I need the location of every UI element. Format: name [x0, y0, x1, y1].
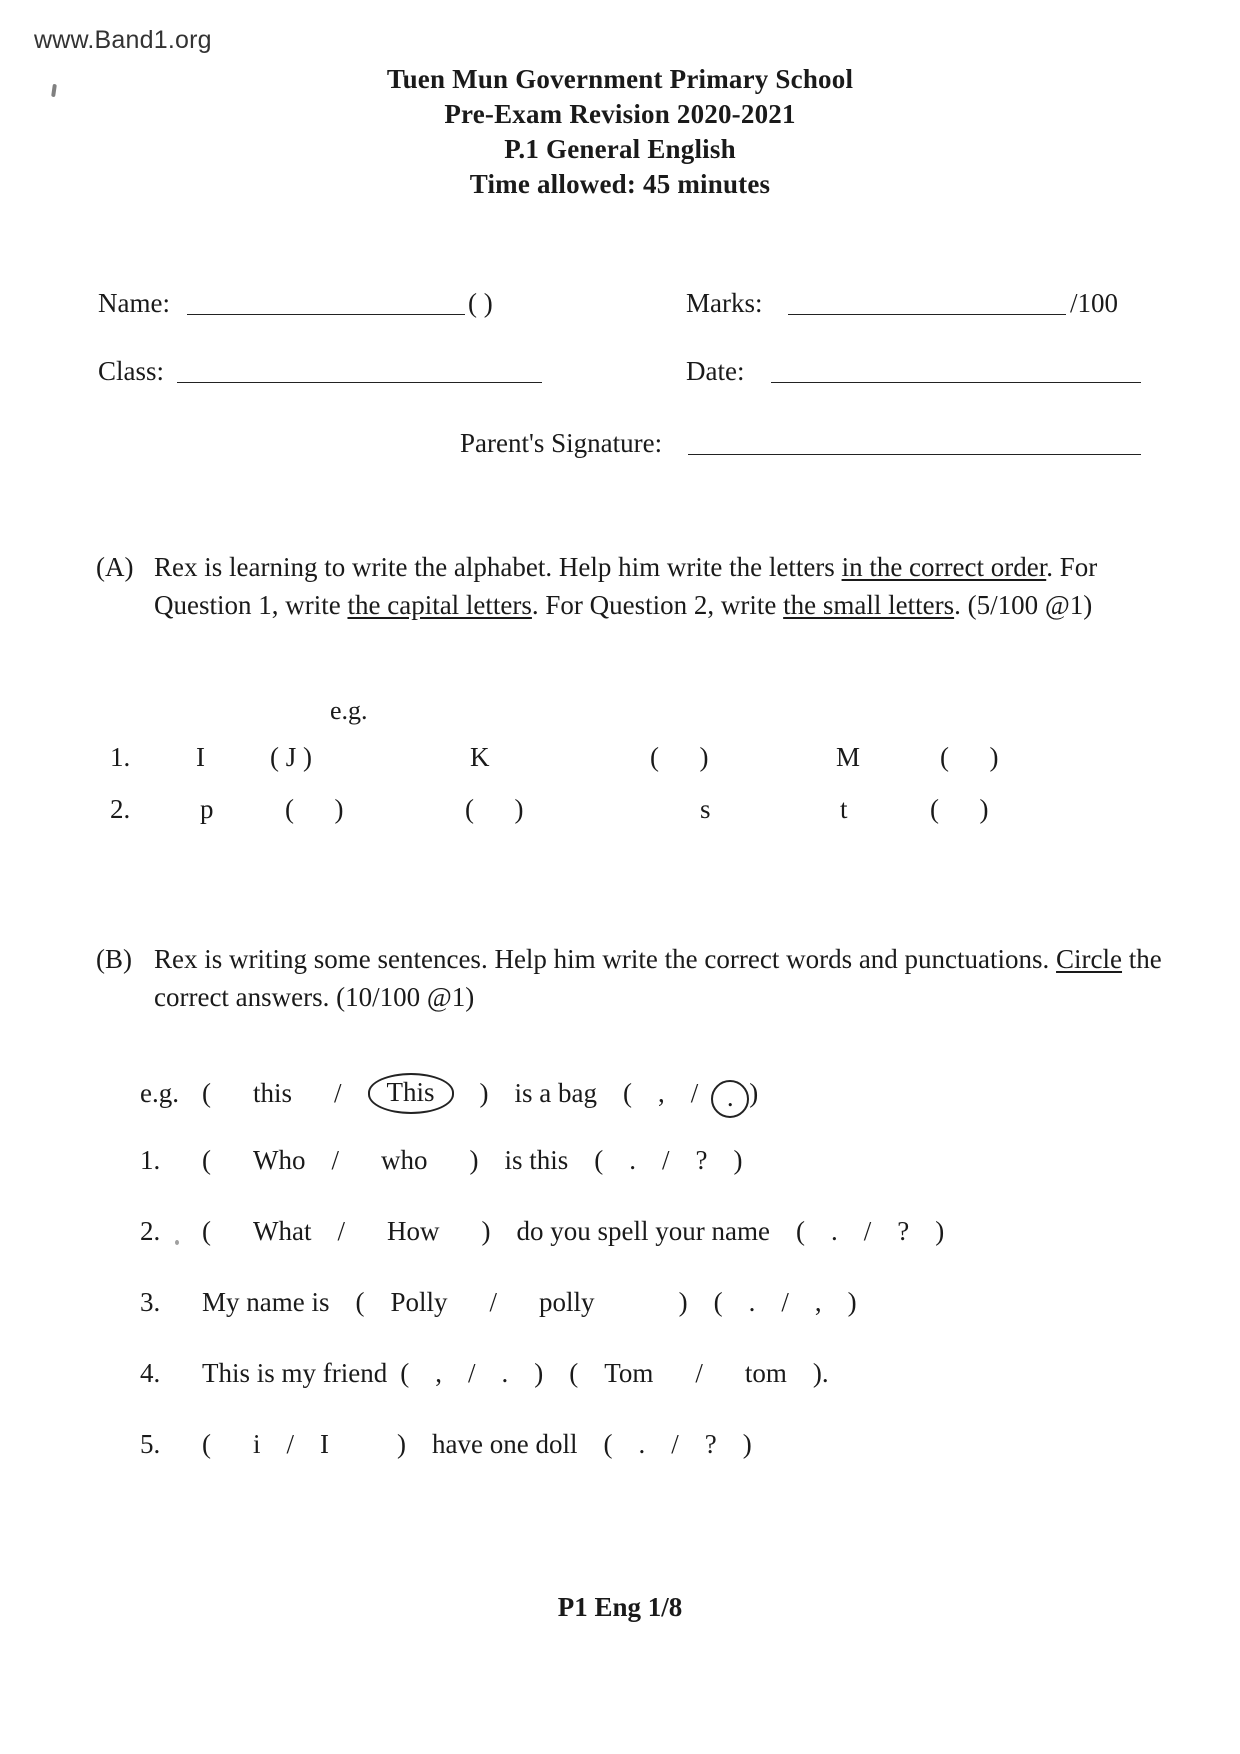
alphabet-row-1-cell-1: I [196, 742, 205, 772]
parent-signature-label: Parent's Signature: [460, 428, 663, 458]
page-header [0, 62, 1240, 202]
q4-open-paren-2: ( [569, 1358, 579, 1388]
section-b-row-3 [140, 1287, 1180, 1358]
alphabet-row-1-cell-5: M [836, 742, 861, 772]
q1-punct-1[interactable]: . [629, 1145, 637, 1175]
section-a-example-label: e.g. [330, 696, 368, 725]
q4-prefix: This is my friend [202, 1358, 388, 1388]
q4-number: 4. [140, 1358, 161, 1388]
q4-slash-2: / [695, 1358, 703, 1388]
q3-prefix: My name is [202, 1287, 330, 1317]
q2-open-paren-2: ( [795, 1216, 805, 1246]
q3-open-paren-2: ( [713, 1287, 723, 1317]
q3-open-paren: ( [355, 1287, 365, 1317]
section-b-row-1 [140, 1145, 1180, 1216]
q3-punct-2[interactable]: , [814, 1287, 822, 1317]
section-b [96, 940, 1164, 1017]
section-b-underline-1: Circle [1056, 944, 1123, 974]
alphabet-row-2-cell-2[interactable]: ( ) [285, 794, 344, 824]
subject-title: P.1 General English [504, 134, 736, 165]
exam-title: Pre-Exam Revision 2020-2021 [444, 99, 796, 130]
q2-option-2[interactable]: How [387, 1216, 440, 1246]
section-b-row-5 [140, 1429, 1180, 1500]
alphabet-row-1-cell-3: K [470, 742, 490, 772]
q2-punct-2[interactable]: ? [897, 1216, 910, 1246]
alphabet-row-2-number: 2. [110, 794, 131, 824]
q3-option-1[interactable]: Polly [390, 1287, 448, 1317]
q5-close-paren: ) [397, 1429, 407, 1459]
marks-total: /100 [1070, 288, 1119, 318]
q2-number: 2. [140, 1216, 161, 1246]
alphabet-row-1-cell-6[interactable]: ( ) [940, 742, 999, 772]
class-number-paren[interactable]: ( ) [468, 288, 493, 318]
watermark-text: www.Band1.org [34, 26, 212, 54]
q2-close-paren: ) [481, 1216, 491, 1246]
q1-sentence: is this [504, 1145, 569, 1175]
alphabet-row-2-cell-4: s [700, 794, 711, 824]
q5-close-paren-2: ) [742, 1429, 752, 1459]
q2-slash-2: / [863, 1216, 872, 1246]
q2-punct-1[interactable]: . [830, 1216, 838, 1246]
example-slash: / [334, 1078, 342, 1108]
section-a-text-3: . For Question 2, write [531, 590, 784, 621]
q2-option-1[interactable]: What [253, 1216, 312, 1246]
q5-punct-2[interactable]: ? [704, 1429, 717, 1459]
school-name: Tuen Mun Government Primary School [386, 64, 854, 94]
section-b-label: (B) [96, 944, 132, 974]
example-punct-1[interactable]: , [658, 1078, 665, 1108]
q1-punct-2[interactable]: ? [695, 1145, 708, 1175]
q1-close-paren: ) [469, 1145, 479, 1175]
q3-slash: / [489, 1287, 498, 1317]
alphabet-row-2-cell-5: t [840, 794, 848, 824]
section-a-label: (A) [96, 552, 134, 582]
section-b-text-2: the correct answers. (10/100 @1) [154, 944, 1162, 1013]
q1-number: 1. [140, 1145, 161, 1175]
q5-number: 5. [140, 1429, 161, 1459]
q1-option-1[interactable]: Who [253, 1145, 306, 1175]
section-b-text-1: Rex is writing some sentences. Help him write the correct words and punctuations. [154, 944, 1057, 974]
parent-signature-field[interactable] [688, 428, 1141, 455]
q3-close-paren-2: ) [847, 1287, 857, 1317]
section-a-underline-1: in the correct order [841, 552, 1047, 582]
example-close-paren-2: ) [749, 1078, 759, 1108]
alphabet-row-1-cell-2[interactable]: ( J ) [270, 742, 312, 772]
q1-option-2[interactable]: who [381, 1145, 428, 1175]
q4-punct-1[interactable]: Tom [604, 1358, 654, 1388]
section-b-instructions [154, 940, 1164, 1017]
section-b-questions [140, 1074, 1180, 1500]
section-a [96, 548, 1164, 625]
q1-close-paren-2: ) [733, 1145, 743, 1175]
name-field[interactable] [187, 288, 465, 315]
q2-slash: / [337, 1216, 345, 1246]
alphabet-row-1-number: 1. [110, 742, 131, 772]
q3-option-2[interactable]: polly [539, 1287, 595, 1317]
section-a-underline-2: the capital letters [347, 590, 532, 621]
q4-punct-2[interactable]: tom [744, 1358, 787, 1388]
q5-open-paren: ( [202, 1429, 211, 1459]
section-a-text-1: Rex is learning to write the alphabet. Help him write the letters [154, 552, 842, 582]
example-option-2-circled[interactable]: This [368, 1073, 454, 1114]
section-a-text-4: . (5/100 @1) [954, 590, 1093, 621]
alphabet-row-1-cell-4[interactable]: ( ) [650, 742, 709, 772]
name-label: Name: [98, 288, 170, 318]
section-a-underline-3: the small letters [783, 590, 955, 621]
example-number: e.g. [140, 1078, 179, 1108]
q5-slash-2: / [671, 1429, 679, 1459]
q2-close-paren-2: ) [935, 1216, 945, 1246]
q4-option-1[interactable]: , [435, 1358, 442, 1388]
alphabet-row-1 [110, 742, 1170, 794]
time-allowed: Time allowed: 45 minutes [469, 169, 771, 200]
example-option-1[interactable]: this [253, 1078, 293, 1108]
example-open-paren: ( [202, 1078, 211, 1108]
section-a-text-2: . For Question 1, write [154, 552, 1098, 621]
q2-sentence: do you spell your name [516, 1216, 770, 1246]
q3-slash-2: / [781, 1287, 789, 1317]
example-open-paren-2: ( [623, 1078, 633, 1108]
section-b-example-row [140, 1074, 1180, 1145]
marks-label: Marks: [686, 288, 763, 318]
section-a-questions [110, 742, 1170, 846]
q5-option-1[interactable]: i [253, 1429, 261, 1459]
example-punct-2-circled[interactable]: . [711, 1080, 749, 1118]
q3-number: 3. [140, 1287, 161, 1317]
section-b-row-2 [140, 1216, 1180, 1287]
date-field[interactable] [771, 356, 1141, 383]
date-label: Date: [686, 356, 745, 386]
section-a-instructions [154, 548, 1164, 625]
alphabet-row-2-cell-1: p [200, 794, 214, 824]
marks-field[interactable] [788, 288, 1066, 315]
alphabet-row-2-cell-3[interactable]: ( ) [465, 794, 524, 824]
q5-option-2[interactable]: I [320, 1429, 330, 1459]
example-close-paren: ) [479, 1078, 489, 1108]
q1-open-paren-2: ( [594, 1145, 604, 1175]
class-field[interactable] [177, 356, 542, 383]
q5-slash: / [286, 1429, 295, 1459]
q4-close-paren: ) [534, 1358, 544, 1388]
q5-open-paren-2: ( [603, 1429, 613, 1459]
q4-option-2[interactable]: . [501, 1358, 509, 1388]
q4-slash: / [467, 1358, 476, 1388]
q4-open-paren: ( [400, 1358, 410, 1388]
q2-open-paren: ( [202, 1216, 211, 1246]
example-sentence: is a bag [514, 1078, 598, 1108]
class-label: Class: [98, 356, 165, 386]
example-slash-2: / [690, 1078, 699, 1108]
alphabet-row-2 [110, 794, 1170, 846]
q1-slash-2: / [662, 1145, 670, 1175]
q5-sentence: have one doll [432, 1429, 578, 1459]
q3-punct-1[interactable]: . [748, 1287, 756, 1317]
q1-open-paren: ( [202, 1145, 211, 1175]
q4-close-paren-2: ). [812, 1358, 829, 1388]
section-b-row-4 [140, 1358, 1180, 1429]
q5-punct-1[interactable]: . [638, 1429, 646, 1459]
q3-close-paren: ) [678, 1287, 688, 1317]
page-footer: P1 Eng 1/8 [557, 1592, 683, 1622]
alphabet-row-2-cell-6[interactable]: ( ) [930, 794, 989, 824]
q1-slash: / [331, 1145, 339, 1175]
